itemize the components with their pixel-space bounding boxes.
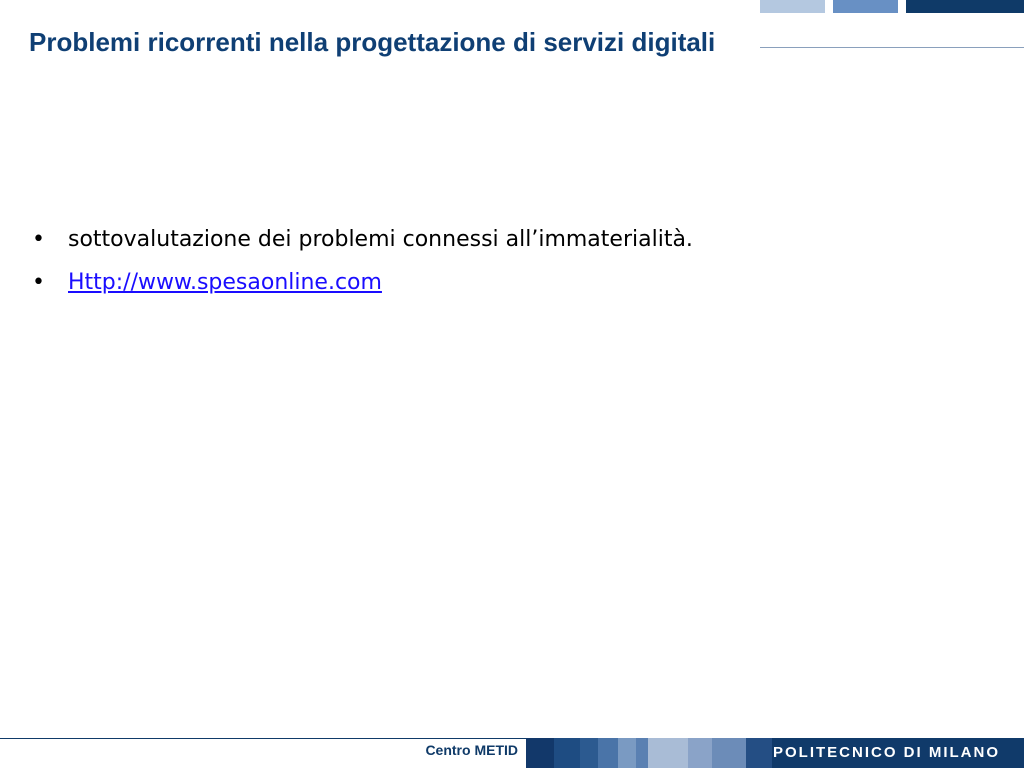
website-link[interactable]: Http://www.spesaonline.com	[68, 270, 382, 295]
footer-center-label: Centro METID	[425, 742, 518, 758]
footer-stripe	[712, 738, 746, 768]
footer-stripe	[554, 738, 580, 768]
footer-rule	[0, 738, 526, 739]
footer-stripe	[580, 738, 598, 768]
header-block-light	[760, 0, 825, 13]
footer-stripe	[746, 738, 772, 768]
bullet-text: sottovalutazione dei problemi connessi all’immaterialità.	[68, 227, 693, 252]
header-rule	[760, 47, 1024, 48]
header-block-medium	[833, 0, 898, 13]
bullet-marker: •	[32, 270, 45, 295]
footer-stripe	[598, 738, 618, 768]
bullet-list	[32, 222, 693, 308]
bullet-marker: •	[32, 227, 45, 252]
bullet-item	[32, 265, 693, 308]
footer-stripe	[526, 738, 554, 768]
footer-stripe	[618, 738, 636, 768]
footer-stripe	[688, 738, 712, 768]
header-block-dark	[906, 0, 1024, 13]
footer-bar	[526, 738, 1024, 768]
footer-stripe	[648, 738, 688, 768]
bullet-item	[32, 222, 693, 265]
slide-title: Problemi ricorrenti nella progettazione di servizi digitali	[29, 27, 716, 57]
institution-logo-text: POLITECNICO DI MILANO	[773, 744, 1000, 761]
footer-stripe	[636, 738, 648, 768]
